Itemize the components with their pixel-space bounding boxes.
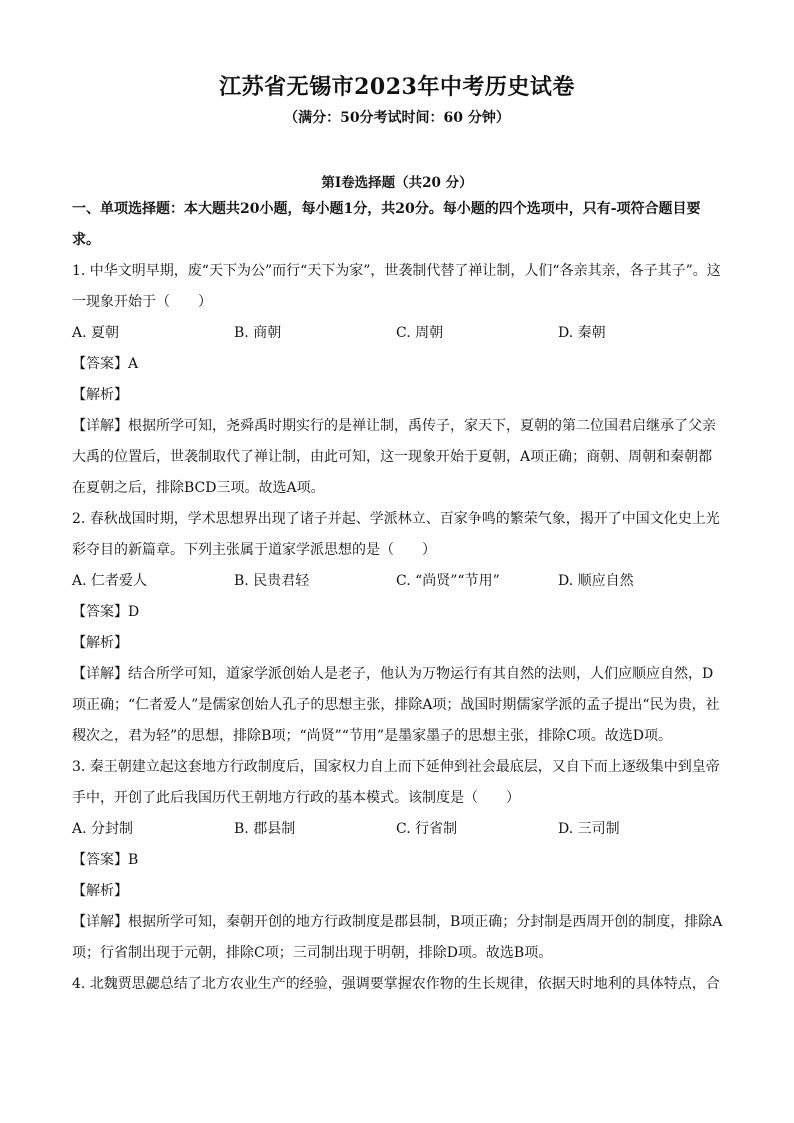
option-c: C. “尚贤”“节用” [396, 573, 500, 589]
answer-line [72, 349, 724, 380]
answer-label: 【答案】 [72, 356, 128, 372]
question-3 [72, 752, 724, 969]
answer-value: B [128, 852, 139, 868]
detail-text [72, 907, 724, 969]
question-stem: 1. 中华文明早期，废“天下为公”而行“天下为家”，世袭制代替了禅让制，人们“各亲其亲，各子其子”。这一现象开始于（ ） [72, 263, 721, 310]
section-instructions: 一、单项选择题：本大题共20小题，每小题1分，共20分。每小题的四个选项中，只有-项符合题目要求。 [72, 201, 701, 248]
option-d: D. 秦朝 [558, 325, 606, 341]
detail-label: 【详解】 [72, 418, 128, 434]
option-c: C. 周朝 [396, 325, 444, 341]
option-a: A. 分封制 [72, 821, 134, 837]
answer-label: 【答案】 [72, 604, 128, 620]
page-title: 江苏省无锡市2023年中考历史试卷 [219, 74, 575, 100]
detail-text [72, 411, 724, 504]
analysis-label: 【解析】 [72, 387, 128, 403]
option-d: D. 三司制 [558, 821, 620, 837]
exam-content [72, 194, 724, 1000]
answer-value: D [128, 604, 140, 620]
answer-line [72, 597, 724, 628]
question-stem: 4. 北魏贾思勰总结了北方农业生产的经验，强调要掌握农作物的生长规律，依据天时地利的具体特点，合 [72, 976, 720, 992]
option-row [72, 566, 724, 597]
option-b: B. 商朝 [234, 325, 282, 341]
option-a: A. 仁者爱人 [72, 573, 148, 589]
answer-label: 【答案】 [72, 852, 128, 868]
detail-body: 根据所学可知，尧舜禹时期实行的是禅让制，禹传子，家天下，夏朝的第二位国君启继承了父亲大禹的位置后，世袭制取代了禅让制，由此可知，这一现象开始于夏朝，A项正确；商朝、周朝和秦朝都在夏朝之后，排除BCD三项。故选A项。 [72, 418, 716, 496]
detail-label: 【详解】 [72, 914, 128, 930]
section-heading: 第I卷选择题（共20 分） [321, 175, 473, 191]
detail-body: 结合所学可知，道家学派创始人是老子，他认为万物运行有其自然的法则，人们应顺应自然，D项正确；“仁者爱人”是儒家创始人孔子的思想主张，排除A项；战国时期儒家学派的孟子提出“民为贵，社稷次之，君为轻”的思想，排除B项；“尚贤”“节用”是墨家墨子的思想主张，排除C项。故选D项。 [72, 666, 720, 744]
detail-text [72, 659, 724, 752]
answer-line [72, 845, 724, 876]
question-2 [72, 504, 724, 752]
question-4 [72, 969, 724, 1000]
exam-subtitle: （满分：50分考试时间：60 分钟） [284, 110, 510, 126]
analysis-label: 【解析】 [72, 883, 128, 899]
option-a: A. 夏朝 [72, 325, 120, 341]
answer-value: A [128, 356, 139, 372]
option-row [72, 814, 724, 845]
question-stem: 3. 秦王朝建立起这套地方行政制度后，国家权力自上而下延伸到社会最底层，又自下而上逐级集中到皇帝手中，开创了此后我国历代王朝地方行政的基本模式。该制度是（ ） [72, 759, 720, 806]
option-b: B. 民贵君轻 [234, 573, 310, 589]
analysis-label: 【解析】 [72, 635, 128, 651]
option-row [72, 318, 724, 349]
question-stem: 2. 春秋战国时期，学术思想界出现了诸子并起、学派林立、百家争鸣的繁荣气象，揭开了中国文化史上光彩夺目的新篇章。下列主张属于道家学派思想的是（ ） [72, 511, 720, 558]
option-d: D. 顺应自然 [558, 573, 634, 589]
detail-label: 【详解】 [72, 666, 128, 682]
option-c: C. 行省制 [396, 821, 458, 837]
detail-body: 根据所学可知，秦朝开创的地方行政制度是郡县制，B项正确；分封制是西周开创的制度，排除A项；行省制出现于元朝，排除C项；三司制出现于明朝，排除D项。故选B项。 [72, 914, 723, 961]
option-b: B. 郡县制 [234, 821, 296, 837]
question-1 [72, 256, 724, 504]
